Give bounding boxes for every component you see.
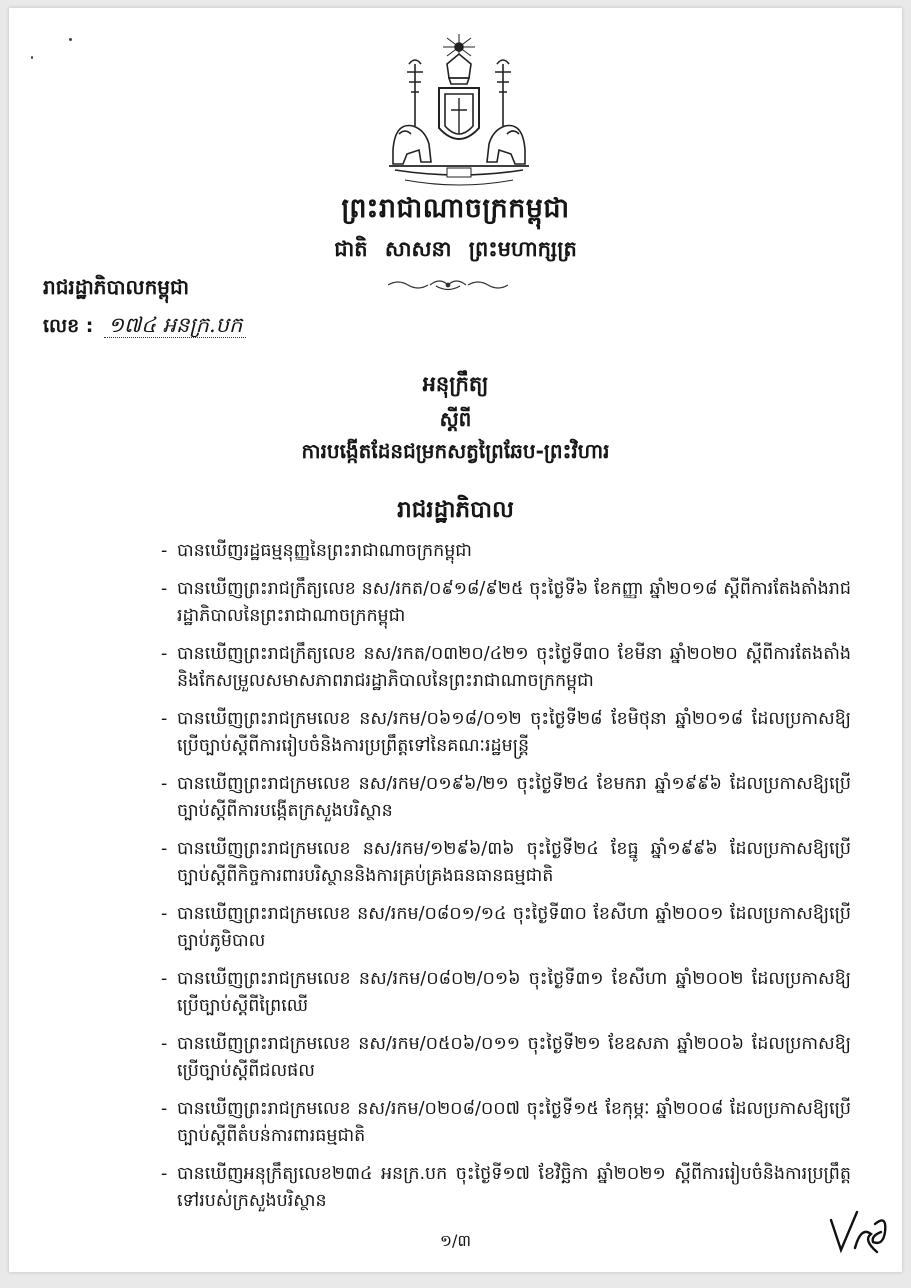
list-item: - បានឃើញរដ្ឋធម្មនុញ្ញនៃព្រះរាជាណាចក្រកម្ពុជា — [161, 541, 472, 561]
list-item: - បានឃើញព្រះរាជក្រមលេខ នស/រកម/០២០៨/០០៧ ចុះថ្ងៃទី១៥ ខែកុម្ភៈ ឆ្នាំ២០០៨ ដែលប្រកាសឱ្យប្រើច្បាប់ស្តីពីតំបន់ការពារធម្មជាតិ — [161, 1099, 851, 1146]
scan-speck — [31, 56, 33, 59]
document-number — [43, 312, 246, 343]
list-item: - បានឃើញព្រះរាជក្រមលេខ នស/រកម/០៨០២/០១៦ ចុះថ្ងៃទី៣១ ខែសីហា ឆ្នាំ២០០២ ដែលប្រកាសឱ្យប្រើច្បាប់ស្តីពីព្រៃឈើ — [161, 969, 851, 1016]
page-number: ១/៣ — [439, 1231, 472, 1250]
list-item: - បានឃើញព្រះរាជក្រមលេខ នស/រកម/០៨០១/១៤ ចុះថ្ងៃទី៣០ ខែសីហា ឆ្នាំ២០០១ ដែលប្រកាសឱ្យប្រើច្បាប់ភូមិបាល — [161, 904, 851, 951]
list-item: - បានឃើញព្រះរាជក្រឹត្យលេខ នស/រកត/០៣២០/៤២១ ចុះថ្ងៃទី៣០ ខែមីនា ឆ្នាំ២០២០ ស្តីពីការតែងតាំងនិងកែសម្រួលសមាសភាពរាជរដ្ឋាភិបាលនៃព្រះរាជាណាចក្រកម្ពុជា — [161, 644, 851, 691]
list-item: - បានឃើញព្រះរាជក្រមលេខ នស/រកម/០៥០៦/០១១ ចុះថ្ងៃទី២១ ខែឧសភា ឆ្នាំ២០០៦ ដែលប្រកាសឱ្យប្រើច្បាប់ស្តីពីជលផល — [161, 1034, 851, 1081]
number-value: ១៧៤ អនក្រ.បក — [104, 313, 246, 338]
reference-list — [161, 538, 851, 1226]
national-motto: ជាតិ សាសនា ព្រះមហាក្សត្រ — [334, 237, 577, 261]
document-type: អនុក្រឹត្យ — [422, 372, 489, 396]
issuer-name: រាជរដ្ឋាភិបាលកម្ពុជា — [43, 275, 189, 299]
scan-speck — [69, 38, 72, 41]
document-subject: ការបង្កើតដែនជម្រកសត្វព្រៃឆែប-ព្រះវិហារ — [301, 439, 610, 463]
royal-coat-of-arms-icon — [385, 30, 533, 190]
document-about: ស្តីពី — [439, 407, 472, 431]
handwritten-initials-icon — [827, 1206, 891, 1258]
list-item: - បានឃើញព្រះរាជក្រមលេខ នស/រកម/១២៩៦/៣៦ ចុះថ្ងៃទី២៤ ខែធ្នូ ឆ្នាំ១៩៩៦ ដែលប្រកាសឱ្យប្រើច្បាប់ស្តីពីកិច្ចការពារបរិស្ថាននិងការគ្រប់គ្រងធនធានធម្មជាតិ — [161, 839, 851, 886]
section-title — [9, 496, 902, 529]
list-item: - បានឃើញព្រះរាជក្រមលេខ នស/រកម/០៦១៨/០១២ ចុះថ្ងៃទី២៨ ខែមិថុនា ឆ្នាំ២០១៨ ដែលប្រកាសឱ្យប្រើច្បាប់ស្តីពីការរៀបចំនិងការប្រព្រឹត្តទៅនៃគណៈរដ្ឋមន្ត្រី — [161, 709, 851, 756]
kingdom-heading: ព្រះរាជាណាចក្រកម្ពុជា — [341, 193, 570, 224]
list-item: - បានឃើញព្រះរាជក្រឹត្យលេខ នស/រកត/០៩១៨/៩២៥ ចុះថ្ងៃទី៦ ខែកញ្ញា ឆ្នាំ២០១៨ ស្តីពីការតែងតាំងរាជរដ្ឋាភិបាលនៃព្រះរាជាណាចក្រកម្ពុជា — [161, 579, 851, 626]
list-item: - បានឃើញអនុក្រឹត្យលេខ២៣៤ អនក្រ.បក ចុះថ្ងៃទី១៧ ខែវិច្ឆិកា ឆ្នាំ២០២១ ស្តីពីការរៀបចំនិងការប្រព្រឹត្តទៅរបស់ក្រសួងបរិស្ថាន — [161, 1164, 851, 1211]
list-item: - បានឃើញព្រះរាជក្រមលេខ នស/រកម/០១៩៦/២១ ចុះថ្ងៃទី២៤ ខែមករា ឆ្នាំ១៩៩៦ ដែលប្រកាសឱ្យប្រើច្បាប់ស្តីពីការបង្កើតក្រសួងបរិស្ថាន — [161, 774, 851, 821]
section-title-text: រាជរដ្ឋាភិបាល — [397, 497, 514, 523]
number-label: លេខ : — [43, 315, 94, 337]
document-page — [9, 8, 902, 1272]
decorative-divider-icon — [384, 276, 512, 294]
